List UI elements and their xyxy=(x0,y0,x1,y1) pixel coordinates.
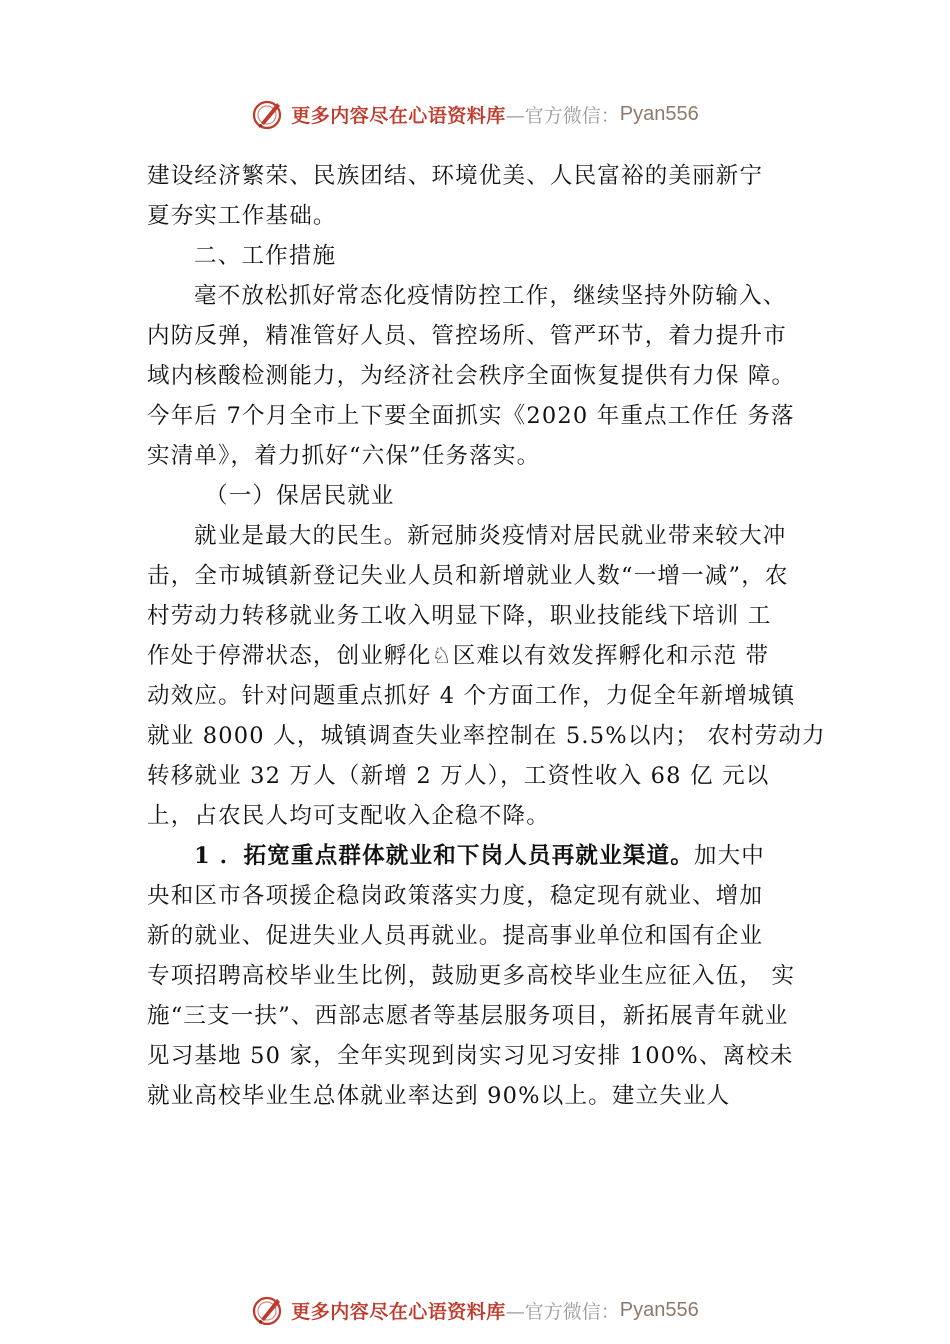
paragraph-line: 实清单》，着力抓好“六保”任务落实。 xyxy=(147,443,541,469)
paragraph-line: 作处于停滞状态，创业孵化♘区难以有效发挥孵化和示范 带 xyxy=(147,643,770,669)
paragraph-line: 村劳动力转移就业务工收入明显下降，职业技能线下培训 工 xyxy=(147,603,772,629)
paragraph-line: 上，占农民人均可支配收入企稳不降。 xyxy=(147,803,550,829)
watermark-brand: 更多内容尽在心语资料库 xyxy=(291,104,506,127)
paragraph-line: 今年后 7个月全市上下要全面抓实《2020 年重点工作任 务落 xyxy=(147,403,795,429)
header-watermark xyxy=(0,92,950,136)
paragraph-line: 域内核酸检测能力，为经济社会秩序全面恢复提供有力保 障。 xyxy=(147,363,796,389)
watermark-separator: —官方微信： xyxy=(505,1300,620,1323)
paragraph-line: 新的就业、促进失业人员再就业。提高事业单位和国有企业 xyxy=(147,923,764,949)
paragraph-line: 就业高校毕业生总体就业率达到 90%以上。建立失业人 xyxy=(147,1083,731,1109)
paragraph-line: 专项招聘高校毕业生比例，鼓励更多高校毕业生应征入伍， 实 xyxy=(147,963,796,989)
paragraph-line: 动效应。针对问题重点抓好 4 个方面工作，力促全年新增城镇 xyxy=(147,683,796,709)
footer-watermark xyxy=(0,1288,950,1332)
section-heading: 二、工作措施 xyxy=(194,243,337,269)
paragraph-line: 击，全市城镇新登记失业人员和新增就业人数“一增一减”，农 xyxy=(147,563,789,589)
paragraph-line xyxy=(147,836,837,876)
watermark-wechat-id: Pyan556 xyxy=(619,102,699,125)
paragraph-line: 夏夯实工作基础。 xyxy=(147,203,337,229)
paragraph-line: 转移就业 32 万人（新增 2 万人），工资性收入 68 亿 元以 xyxy=(147,763,770,789)
watermark-separator: —官方微信： xyxy=(505,104,620,127)
paragraph-line: 建设经济繁荣、民族团结、环境优美、人民富裕的美丽新宁 xyxy=(147,163,764,189)
brush-logo-icon xyxy=(251,1293,285,1327)
subsection-heading: （一）保居民就业 xyxy=(205,483,395,509)
watermark-brand: 更多内容尽在心语资料库 xyxy=(291,1300,506,1323)
paragraph-line: 毫不放松抓好常态化疫情防控工作，继续坚持外防输入、 xyxy=(194,283,787,309)
item-text: 加大中 xyxy=(693,843,765,869)
watermark-wechat-id: Pyan556 xyxy=(619,1298,699,1321)
item-heading: 1 ．拓宽重点群体就业和下岗人员再就业渠道。 xyxy=(194,843,694,869)
paragraph-line: 就业是最大的民生。新冠肺炎疫情对居民就业带来较大冲 xyxy=(194,523,787,549)
paragraph-line: 施“三支一扶”、西部志愿者等基层服务项目，新拓展青年就业 xyxy=(147,1003,789,1029)
paragraph-line: 见习基地 50 家，全年实现到岗实习见习安排 100%、离校未 xyxy=(147,1043,794,1069)
brush-logo-icon xyxy=(251,97,285,131)
document-body xyxy=(147,156,837,1116)
paragraph-line: 就业 8000 人，城镇调查失业率控制在 5.5%以内； 农村劳动力 xyxy=(147,723,826,749)
paragraph-line: 央和区市各项援企稳岗政策落实力度，稳定现有就业、增加 xyxy=(147,883,764,909)
paragraph-line: 内防反弹，精准管好人员、管控场所、管严环节，着力提升市 xyxy=(147,323,787,349)
